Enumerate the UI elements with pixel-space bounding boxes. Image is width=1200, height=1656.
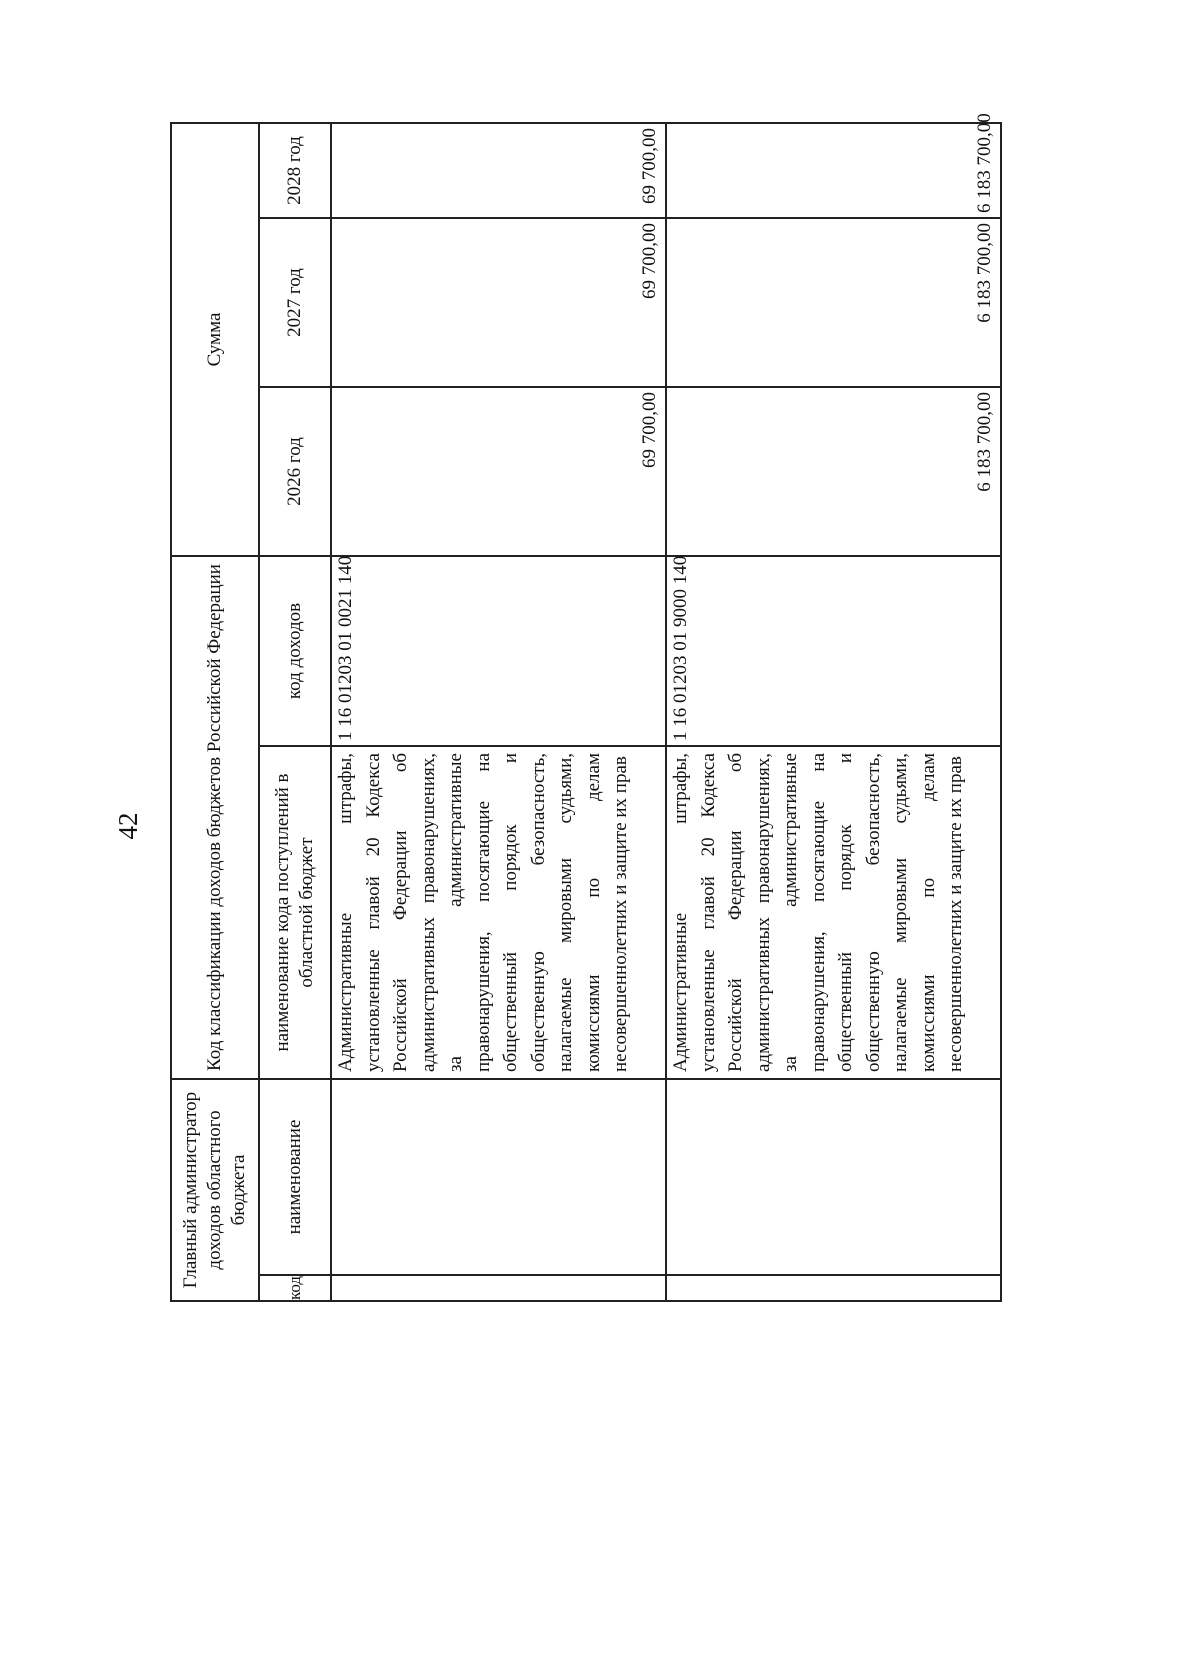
row-1-income-code: 1 16 01203 01 0021 140: [331, 556, 666, 746]
header-income-code: код доходов: [259, 556, 331, 746]
revenue-table: [170, 113, 1002, 1302]
row-2-amount-2026: 6 183 700,00: [666, 387, 1001, 556]
header-code: код: [259, 1275, 331, 1301]
row-2-amount-2027: 6 183 700,00: [666, 218, 1001, 387]
row-1-amount-2028: 69 700,00: [331, 123, 666, 218]
row-2-income-code: 1 16 01203 01 9000 140: [666, 556, 1001, 746]
row-1-amount-2027: 69 700,00: [331, 218, 666, 387]
row-2-amount-2028: 6 183 700,00: [666, 123, 1001, 218]
revenue-table-container: [170, 113, 1000, 1302]
row-2-name: [666, 1079, 1001, 1275]
header-sum: Сумма: [171, 123, 259, 556]
row-1-amount-2026: 69 700,00: [331, 387, 666, 556]
row-1-name: [331, 1079, 666, 1275]
header-chief-admin: Главный администратор доходов областного бюджета: [171, 1079, 259, 1301]
row-1-income-name: Административные штрафы, установленные главой 20 Кодекса Российской Федерации об административных правонарушениях, за административные правонарушения, посягающие на общественный порядок и общественную безопасность, налагаемые мировыми судьями, комиссиями по делам несовершеннолетних и защите их прав: [331, 746, 666, 1079]
header-classification: Код классификации доходов бюджетов Российской Федерации: [171, 556, 259, 1079]
row-2-code: [666, 1275, 1001, 1301]
header-year-2028: 2028 год: [259, 123, 331, 218]
table-row: [666, 123, 1001, 1301]
header-year-2026: 2026 год: [259, 387, 331, 556]
header-year-2027: 2027 год: [259, 218, 331, 387]
header-row-2: [259, 123, 331, 1301]
header-name: наименование: [259, 1079, 331, 1275]
page-number: 42: [113, 812, 143, 840]
table-row: [331, 123, 666, 1301]
header-income-name: наименование кода поступлений в областной бюджет: [259, 746, 331, 1079]
row-2-income-name: Административные штрафы, установленные главой 20 Кодекса Российской Федерации об административных правонарушениях, за административные правонарушения, посягающие на общественный порядок и общественную безопасность, налагаемые мировыми судьями, комиссиями по делам несовершеннолетних и защите их прав: [666, 746, 1001, 1079]
header-row-1: [171, 123, 215, 1301]
row-1-code: [331, 1275, 666, 1301]
